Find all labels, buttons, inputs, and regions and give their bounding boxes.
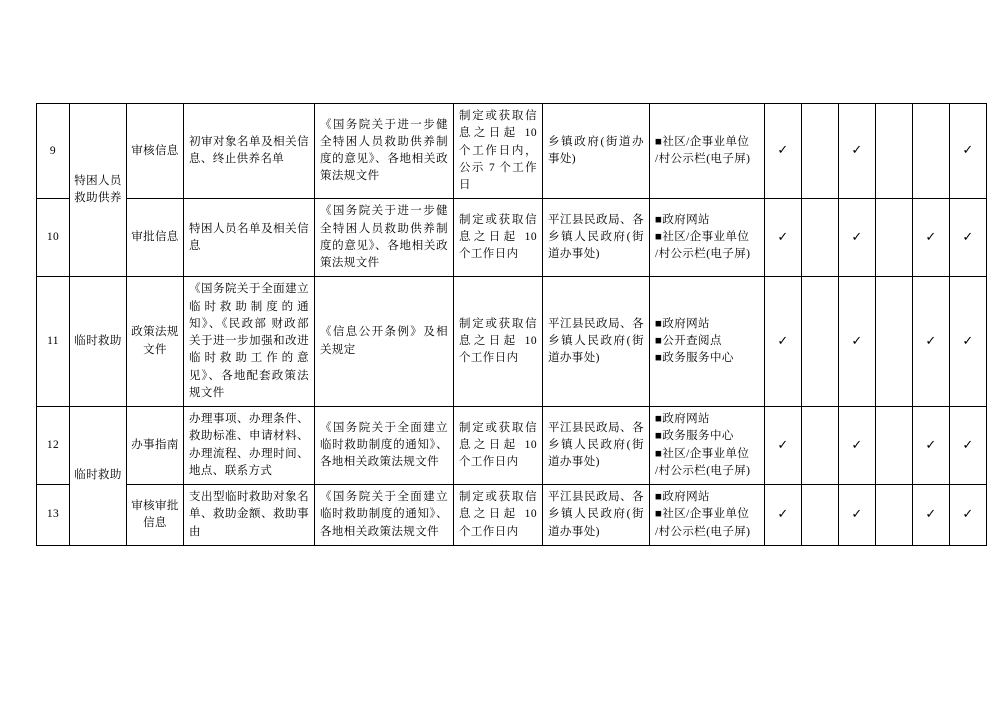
check-icon: ✓ — [925, 507, 937, 523]
table-row — [37, 199, 987, 277]
check-icon: ✓ — [777, 230, 789, 245]
check-icon: ✓ — [962, 143, 974, 159]
check-cell-4 — [876, 407, 913, 485]
row-index: 13 — [37, 485, 70, 546]
row-category — [70, 407, 127, 546]
check-cell-2 — [802, 277, 839, 407]
row-time-limit: 制定或获取信息之日起 10 个工作日内 — [454, 277, 543, 407]
check-cell-3 — [839, 407, 876, 485]
check-cell-6 — [950, 407, 987, 485]
row-content: 支出型临时救助对象名单、救助金额、救助事由 — [184, 485, 315, 546]
row-category — [70, 277, 127, 407]
row-index: 9 — [37, 104, 70, 199]
channel-line: /村公示栏(电子屏) — [655, 464, 751, 477]
row-category-text: 临时救助 — [74, 335, 122, 347]
check-cell-6 — [950, 485, 987, 546]
channel-line: ■政府网站 — [655, 491, 710, 503]
check-cell-3 — [839, 277, 876, 407]
check-cell-3 — [839, 199, 876, 277]
check-cell-1 — [765, 485, 802, 546]
row-subject: 平江县民政局、各乡镇人民政府(街道办事处) — [543, 485, 650, 546]
row-content: 《国务院关于全面建立临时救助制度的通知》、《民政部 财政部关于进一步加强和改进临时救助工作的意见》、各地配套政策法规文件 — [184, 277, 315, 407]
check-cell-6 — [950, 277, 987, 407]
row-time-limit: 制定或获取信息之日起 10 个工作日内 — [454, 407, 543, 485]
channel-line: ■社区/企事业单位 — [655, 447, 750, 460]
row-subject: 乡镇政府(街道办事处) — [543, 104, 650, 199]
row-channels — [650, 199, 765, 277]
row-subcategory: 审批信息 — [127, 199, 184, 277]
check-icon: ✓ — [925, 230, 937, 245]
check-icon: ✓ — [851, 507, 863, 523]
row-content: 初审对象名单及相关信息、终止供养名单 — [184, 104, 315, 199]
channel-line: ■政府网站 — [655, 317, 710, 330]
check-icon: ✓ — [851, 437, 863, 453]
row-subcategory: 审核审批信息 — [127, 485, 184, 546]
channel-line: ■社区/企事业单位 — [655, 231, 750, 244]
channel-line: ■政府网站 — [655, 213, 710, 226]
check-icon: ✓ — [925, 437, 937, 453]
check-icon: ✓ — [851, 230, 863, 245]
table-row — [37, 407, 987, 485]
row-index: 12 — [37, 407, 70, 485]
check-cell-4 — [876, 199, 913, 277]
row-basis: 《国务院关于全面建立临时救助制度的通知》、各地相关政策法规文件 — [315, 485, 454, 546]
table-row — [37, 277, 987, 407]
disclosure-table — [36, 103, 987, 546]
row-subject: 平江县民政局、各乡镇人民政府(街道办事处) — [543, 407, 650, 485]
row-subcategory: 政策法规文件 — [127, 277, 184, 407]
row-subject: 平江县民政局、各乡镇人民政府(街道办事处) — [543, 199, 650, 277]
check-icon: ✓ — [851, 333, 863, 349]
row-content: 办理事项、办理条件、救助标准、申请材料、办理流程、办理时间、地点、联系方式 — [184, 407, 315, 485]
row-content: 特困人员名单及相关信息 — [184, 199, 315, 277]
check-cell-1 — [765, 277, 802, 407]
row-time-limit: 制定或获取信息之日起 10 个工作日内，公示 7 个工作日 — [454, 104, 543, 199]
channel-line: ■社区/企事业单位 — [655, 135, 750, 148]
check-cell-5 — [913, 485, 950, 546]
channel-line: ■公开查阅点 — [655, 335, 722, 347]
table-row — [37, 104, 987, 199]
check-cell-6 — [950, 199, 987, 277]
check-cell-2 — [802, 485, 839, 546]
table-row — [37, 485, 987, 546]
row-channels — [650, 407, 765, 485]
check-cell-2 — [802, 104, 839, 199]
row-index: 11 — [37, 277, 70, 407]
channel-line: /村公示栏(电子屏) — [655, 525, 751, 538]
check-cell-4 — [876, 104, 913, 199]
row-basis: 《国务院关于进一步健全特困人员救助供养制度的意见》、各地相关政策法规文件 — [315, 104, 454, 199]
channel-line: ■政务服务中心 — [655, 352, 734, 365]
row-category — [70, 104, 127, 277]
check-cell-1 — [765, 199, 802, 277]
table-body — [37, 104, 987, 546]
row-time-limit: 制定或获取信息之日起 10 个工作日内 — [454, 199, 543, 277]
channel-line: ■社区/企事业单位 — [655, 508, 750, 521]
check-icon: ✓ — [925, 333, 937, 349]
channel-line: /村公示栏(电子屏) — [655, 248, 751, 261]
row-basis: 《信息公开条例》及相关规定 — [315, 277, 454, 407]
check-icon: ✓ — [777, 143, 789, 159]
row-index: 10 — [37, 199, 70, 277]
check-icon: ✓ — [962, 437, 974, 453]
check-icon: ✓ — [851, 143, 863, 159]
row-basis: 《国务院关于进一步健全特困人员救助供养制度的意见》、各地相关政策法规文件 — [315, 199, 454, 277]
channel-line: ■政府网站 — [655, 413, 710, 425]
check-cell-6 — [950, 104, 987, 199]
row-subject: 平江县民政局、各乡镇人民政府(街道办事处) — [543, 277, 650, 407]
row-category-text: 特困人员救助供养 — [74, 175, 122, 204]
row-channels — [650, 485, 765, 546]
row-subcategory: 办事指南 — [127, 407, 184, 485]
check-cell-3 — [839, 485, 876, 546]
check-icon: ✓ — [962, 507, 974, 523]
check-cell-2 — [802, 199, 839, 277]
check-icon: ✓ — [777, 437, 789, 453]
check-cell-5 — [913, 199, 950, 277]
check-cell-4 — [876, 277, 913, 407]
channel-line: /村公示栏(电子屏) — [655, 153, 751, 166]
check-cell-1 — [765, 407, 802, 485]
check-cell-4 — [876, 485, 913, 546]
check-icon: ✓ — [962, 230, 974, 245]
row-category-text: 临时救助 — [74, 469, 122, 482]
check-icon: ✓ — [962, 333, 974, 349]
row-channels — [650, 104, 765, 199]
row-basis: 《国务院关于全面建立临时救助制度的通知》、各地相关政策法规文件 — [315, 407, 454, 485]
row-time-limit: 制定或获取信息之日起 10 个工作日内 — [454, 485, 543, 546]
check-cell-3 — [839, 104, 876, 199]
row-subcategory: 审核信息 — [127, 104, 184, 199]
check-cell-5 — [913, 277, 950, 407]
channel-line: ■政务服务中心 — [655, 430, 734, 443]
check-icon: ✓ — [777, 507, 789, 523]
check-cell-2 — [802, 407, 839, 485]
row-channels — [650, 277, 765, 407]
check-cell-1 — [765, 104, 802, 199]
check-cell-5 — [913, 104, 950, 199]
check-cell-5 — [913, 407, 950, 485]
check-icon: ✓ — [777, 333, 789, 349]
